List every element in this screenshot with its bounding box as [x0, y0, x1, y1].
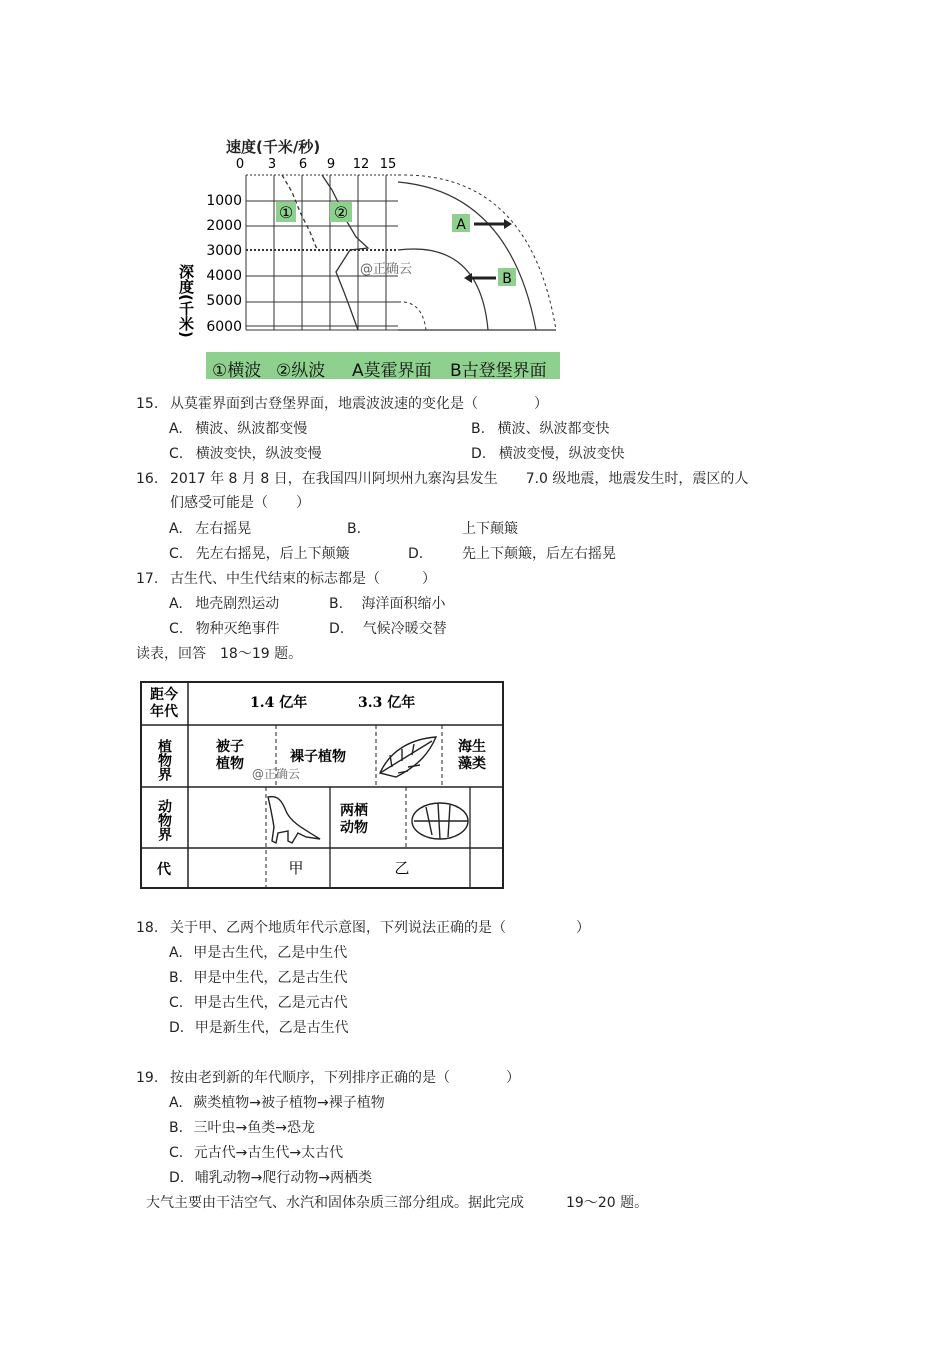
option-key: A.: [169, 945, 183, 961]
earth-section: [246, 175, 556, 330]
option-text: 横波、纵波都变慢: [195, 421, 308, 437]
speed-tick: 12: [352, 157, 370, 172]
option-text: 甲是中生代，乙是古生代: [193, 970, 348, 986]
option-key: B.: [329, 596, 344, 612]
grid: [246, 175, 398, 330]
question-19: [136, 1069, 520, 1087]
row-header-era: 代: [157, 862, 171, 878]
watermark: @正确云: [360, 262, 413, 277]
speed-tick: 3: [267, 157, 277, 172]
depth-tick: 6000: [206, 319, 242, 335]
option-text: 蕨类植物→被子植物→裸子植物: [193, 1095, 385, 1111]
option-16c[interactable]: [169, 545, 350, 563]
option-17c[interactable]: [169, 620, 280, 638]
plant-angiosperm: 被子: [216, 739, 244, 755]
age-2: 3.3 亿年: [358, 695, 416, 711]
depth-tick: 1000: [206, 193, 242, 209]
question-number: 18.: [136, 920, 159, 936]
option-key: A.: [169, 596, 183, 612]
p-wave-curve: [322, 175, 368, 330]
row-header-plant: 植物界: [156, 739, 172, 781]
question-stem: 古生代、中生代结束的标志都是（ ）: [170, 571, 436, 587]
legend-item: A莫霍界面: [352, 361, 432, 381]
option-key: C.: [169, 546, 184, 562]
plant-gymnosperm: 裸子植物: [290, 749, 346, 765]
question-17: [136, 570, 436, 588]
row-header-animal: 动物界: [156, 799, 172, 841]
option-key: A.: [169, 1095, 183, 1111]
era-jia: 甲: [288, 859, 304, 877]
row-header-age-2: 年代: [150, 704, 178, 720]
depth-tick: 5000: [206, 293, 242, 309]
option-key: D.: [169, 1170, 185, 1186]
read-table-intro: 读表，回答 18～19 题。: [136, 646, 303, 662]
option-17b[interactable]: [329, 595, 446, 613]
question-stem: 按由老到新的年代顺序，下列排序正确的是（ ）: [170, 1070, 520, 1086]
speed-tick: 0: [235, 157, 245, 172]
legend-item: B古登堡界面: [450, 361, 547, 381]
option-18b[interactable]: [169, 969, 348, 987]
watermark: @正确云: [252, 767, 301, 781]
plant-angiosperm-2: 植物: [216, 756, 244, 772]
plant-algae: 海生: [458, 739, 486, 755]
question-number: 19.: [136, 1070, 159, 1086]
option-text: 甲是古生代，乙是元古代: [193, 995, 348, 1011]
option-key: C.: [169, 995, 184, 1011]
option-text: 气候冷暖交替: [362, 621, 447, 637]
option-key: B.: [471, 421, 486, 437]
closing-intro: 大气主要由干洁空气、水汽和固体杂质三部分组成。据此完成 19～20 题。: [146, 1195, 649, 1211]
option-text: 三叶虫→鱼类→恐龙: [193, 1120, 315, 1136]
option-key: B.: [347, 521, 362, 537]
option-19d[interactable]: [169, 1169, 372, 1187]
option-17a[interactable]: [169, 595, 279, 613]
option-key: D.: [471, 446, 487, 462]
option-key: B.: [169, 1120, 184, 1136]
option-key: A.: [169, 521, 183, 537]
option-text: 甲是古生代，乙是中生代: [193, 945, 348, 961]
era-yi: 乙: [394, 859, 410, 877]
option-text: 元古代→古生代→太古代: [193, 1145, 344, 1161]
speed-axis-title: 速度(千米/秒): [226, 138, 321, 156]
question-16-line2: 们感受可能是（ ）: [170, 495, 310, 511]
option-text: 物种灭绝事件: [195, 621, 280, 637]
option-17d[interactable]: [329, 620, 447, 638]
depth-tick: 4000: [206, 268, 242, 284]
option-key: D.: [408, 546, 424, 562]
option-text: 哺乳动物→爬行动物→两栖类: [194, 1170, 373, 1186]
option-16d[interactable]: [408, 545, 616, 563]
wave-legend: [206, 352, 560, 379]
option-18c[interactable]: [169, 994, 348, 1012]
option-key: C.: [169, 621, 184, 637]
option-text: 横波变快，纵波变慢: [195, 446, 322, 462]
option-19a[interactable]: [169, 1094, 385, 1112]
option-key: D.: [329, 621, 345, 637]
speed-tick: 6: [298, 157, 308, 172]
option-19b[interactable]: [169, 1119, 315, 1137]
option-text: 海洋面积缩小: [361, 596, 446, 612]
question-stem: 2017 年 8 月 8 日，在我国四川阿坝州九寨沟县发生 7.0 级地震，地震发生时，震区的人: [170, 471, 749, 487]
dinosaur-icon: [268, 797, 320, 843]
question-number: 16.: [136, 471, 159, 487]
question-stem: 从莫霍界面到古登堡界面，地震波波速的变化是（ ）: [170, 396, 548, 412]
option-text: 先上下颠簸，后左右摇晃: [462, 546, 616, 562]
plant-algae-2: 藻类: [458, 756, 486, 772]
geologic-era-table: [140, 681, 506, 891]
option-text: 甲是新生代，乙是古生代: [194, 1020, 349, 1036]
legend-item: ②纵波: [276, 361, 326, 381]
option-text: 先左右摇晃，后上下颠簸: [195, 546, 350, 562]
animal-amphibian: 两栖: [340, 803, 368, 819]
depth-axis-title: 深度(千米): [177, 264, 195, 338]
depth-tick: 3000: [206, 243, 242, 259]
arrow-left-icon: [464, 273, 496, 283]
row-header-age: 距今: [150, 687, 178, 703]
legend-item: ①横波: [212, 361, 262, 381]
depth-tick: 2000: [206, 218, 242, 234]
p-wave-label: ②: [333, 203, 349, 222]
question-number: 17.: [136, 571, 159, 587]
option-15a[interactable]: [169, 420, 307, 438]
age-1: 1.4 亿年: [250, 695, 308, 711]
option-key: C.: [169, 1145, 184, 1161]
option-key: A.: [169, 421, 183, 437]
question-18: [136, 919, 590, 937]
seismic-wave-figure: [170, 132, 570, 380]
option-18a[interactable]: [169, 944, 347, 962]
option-15b[interactable]: [471, 420, 610, 438]
option-text: 左右摇晃: [195, 521, 252, 537]
option-15d[interactable]: [471, 445, 625, 463]
option-15c[interactable]: [169, 445, 322, 463]
animal-amphibian-2: 动物: [340, 820, 368, 836]
s-wave-label: ①: [278, 203, 294, 222]
question-15: [136, 395, 548, 413]
fern-leaf-icon: [380, 737, 436, 777]
option-18d[interactable]: [169, 1019, 349, 1037]
option-19c[interactable]: [169, 1144, 343, 1162]
option-16b[interactable]: [347, 520, 518, 538]
moho-label: A: [456, 217, 466, 233]
option-key: D.: [169, 1020, 185, 1036]
option-key: B.: [169, 970, 184, 986]
option-key: C.: [169, 446, 184, 462]
gutenberg-label: B: [502, 271, 512, 287]
trilobite-icon: [412, 803, 468, 839]
question-16: [136, 470, 749, 488]
arrow-right-icon: [474, 219, 512, 229]
option-text: 横波、纵波都变快: [497, 421, 610, 437]
speed-tick: 9: [326, 157, 336, 172]
option-text: 横波变慢，纵波变快: [498, 446, 625, 462]
option-16a[interactable]: [169, 520, 251, 538]
option-text: 上下颠簸: [462, 521, 518, 537]
speed-tick: 15: [379, 157, 397, 172]
question-number: 15.: [136, 396, 159, 412]
option-text: 地壳剧烈运动: [195, 596, 280, 612]
question-stem: 关于甲、乙两个地质年代示意图，下列说法正确的是（ ）: [170, 920, 590, 936]
